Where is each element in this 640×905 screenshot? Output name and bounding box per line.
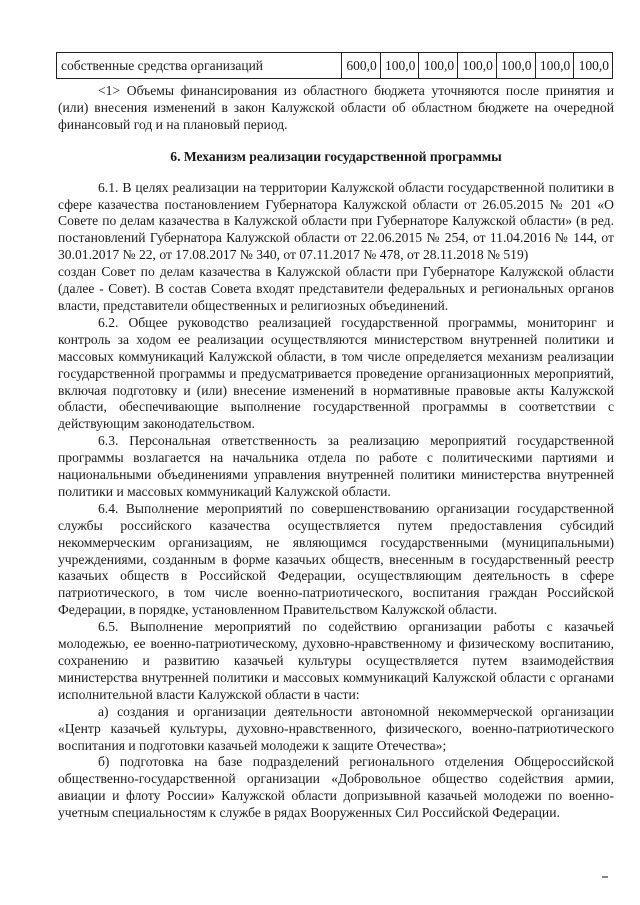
paragraph-6-3: 6.3. Персональная ответственность за реализацию мероприятий государственной программы возлагается на начальника отдела по работе с политическими партиями и национальными объединениями управления внутренней политики министерства внутренней политики и массовых коммуникаций Калужской области. [58, 433, 614, 499]
value-cell: 100,0 [458, 53, 497, 79]
paragraph-6-4: 6.4. Выполнение мероприятий по совершенствованию организации государственной службы российского казачества осуществляется путем предоставления субсидий некоммерческим организациям, не являющимся государственными (муниципальными) учреждениями, созданным в форме казачьих обществ, внесенным в государственный реестр казачьих обществ в Российской Федерации, осуществляющим деятельность в сфере патриотического, в том числе военно-патриотического, воспитания граждан Российской Федерации, в порядке, установленном Правительством Калужской области. [58, 500, 614, 618]
paragraph-6-1: 6.1. В целях реализации на территории Калужской области государственной политики в сфере казачества постановлением Губернатора Калужской области от 26.05.2015 № 201 «О Совете по делам казачества в Калужской области при Губернаторе Калужской области» (в ред. постановлений Губернатора Калужской области от 22.06.2015 № 254, от 11.04.2016 № 144, от 30.01.2017 № 22, от 17.08.2017 № 340, от 07.11.2017 № 478, от 28.11.2018 № 519) [58, 179, 614, 263]
scan-mark [602, 876, 608, 878]
list-item-a: а) создания и организации деятельности автономной некоммерческой организации «Центр казачьей культуры, духовно-нравственного, физического, военно-патриотического воспитания и подготовки казачьей молодежи к защите Отечества»; [58, 703, 614, 753]
row-label: собственные средства организаций [57, 53, 342, 79]
value-cell: 600,0 [342, 53, 381, 79]
footnote: <1> Объемы финансирования из областного бюджета уточняются после принятия и (или) внесения изменений в закон Калужской области об областном бюджете на очередной финансовый год и на плановый период. [58, 83, 614, 132]
value-cell: 100,0 [574, 53, 613, 79]
document-body [58, 83, 614, 822]
paragraph-6-5: 6.5. Выполнение мероприятий по содействию организации работы с казачьей молодежью, ее военно-патриотическому, духовно-нравственному и физическому воспитанию, сохранению и развитию казачьей культуры осуществляется путем взаимодействия министерства внутренней политики и массовых коммуникаций Калужской области с органами исполнительной власти Калужской области в части: [58, 619, 614, 702]
value-cell: 100,0 [535, 53, 574, 79]
value-cell: 100,0 [496, 53, 535, 79]
paragraph-6-1-continued: создан Совет по делам казачества в Калужской области при Губернаторе Калужской области (далее - Совет). В состав Совета входят представители федеральных и региональных органов власти, представители общественных и религиозных объединений. [58, 264, 614, 313]
value-cell: 100,0 [419, 53, 458, 79]
table-row [57, 53, 613, 79]
section-heading: 6. Механизм реализации государственной программы [170, 148, 502, 164]
funding-table [56, 52, 613, 79]
value-cell: 100,0 [380, 53, 419, 79]
paragraph-6-2: 6.2. Общее руководство реализацией государственной программы, мониторинг и контроль за ходом ее реализации осуществляются министерством внутренней политики и массовых коммуникаций Калужской области, в том числе определяется механизм реализации государственной программы и предусматривается проведение организационных мероприятий, включая подготовку и (или) внесение изменений в нормативные правовые акты Калужской области, обеспечивающие выполнение государственной программы в соответствии с действующим законодательством. [58, 314, 614, 432]
list-item-b: б) подготовка на базе подразделений регионального отделения Общероссийской общественно-государственной организации «Добровольное общество содействия армии, авиации и флоту России» Калужской области допризывной казачьей молодежи по военно-учетным специальностям к службе в рядах Вооруженных Сил Российской Федерации. [58, 754, 614, 821]
